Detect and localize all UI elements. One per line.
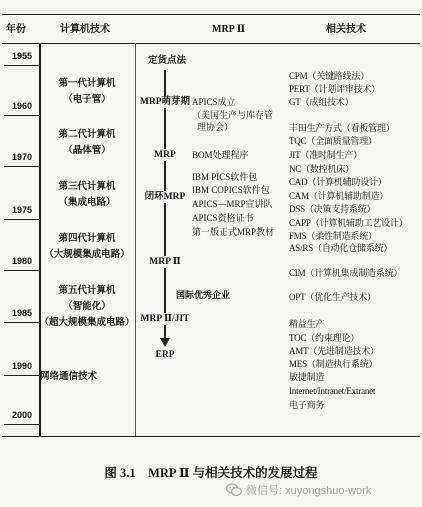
- mrp-stage-label: MRP: [154, 150, 176, 160]
- year-label: 1985: [12, 308, 33, 318]
- related-tech-item: OPT（优化生产技术）: [289, 292, 376, 302]
- computer-gen-3: [39, 179, 135, 211]
- computer-gen-4: [39, 231, 135, 263]
- related-tech-item: TOC（约束理论）: [289, 333, 360, 343]
- mrp-stage-reorder-point: [144, 57, 190, 67]
- related-tech-item: CAM（计算机辅助制造）: [289, 191, 389, 201]
- year-label: 1955: [12, 51, 33, 61]
- header-year: 年份: [6, 24, 26, 35]
- year-label: 1960: [12, 101, 33, 111]
- related-tech-item: AS/RS（自动化仓储系统）: [289, 243, 393, 253]
- header-divider-line: [2, 43, 420, 44]
- related-tech-item: CPM（关键路线法）: [289, 71, 370, 81]
- year-label: 1975: [12, 205, 33, 215]
- computer-gen-1: [39, 76, 135, 108]
- computer-gen-5: [39, 283, 135, 331]
- related-tech-item: Internet/Intranet/Extranet: [289, 386, 376, 396]
- mrp-note-excellent-enterprises: 国际优秀企业: [176, 290, 231, 300]
- mrp-note: 理协会）: [197, 122, 234, 132]
- computer-gen-subtitle: （智能化）: [63, 302, 111, 312]
- mrp-stage-closed-loop: [138, 193, 192, 203]
- year-tick: [4, 322, 40, 323]
- related-tech-item: 敏捷制造: [289, 372, 325, 382]
- mrp-note: IBM COPICS软件包: [192, 185, 270, 195]
- header-computer-tech: 计算机技术: [60, 24, 110, 35]
- related-tech-item: FMS（柔性制造系统）: [289, 231, 377, 241]
- related-tech-item: DSS（决策支持系统）: [289, 204, 376, 214]
- year-tick: [4, 115, 40, 116]
- wechat-icon: [226, 483, 242, 497]
- year-tick: [4, 375, 40, 376]
- year-tick: [4, 270, 40, 271]
- computer-gen-subtitle: （集成电路）: [58, 198, 116, 208]
- related-tech-item: CIM（计算机集成制造系统）: [289, 268, 403, 278]
- year-tick: [4, 219, 40, 220]
- bottom-border-line: [2, 436, 420, 437]
- mrp-stage-label: ERP: [155, 350, 175, 360]
- column-separator-line: [135, 43, 136, 436]
- computer-gen-title: 第四代计算机: [58, 234, 116, 244]
- year-tick: [4, 65, 40, 66]
- computer-gen-title: 第二代计算机: [58, 130, 116, 140]
- figure-caption: 图 3.1 MRP Ⅱ 与相关技术的发展过程: [104, 466, 318, 480]
- mrp-note: （美国生产与库存管: [192, 110, 274, 120]
- mrp-note: IBM PICS软件包: [192, 172, 258, 182]
- mrp-stage-mrp2-jit: [138, 315, 192, 325]
- related-tech-item: 电子商务: [289, 400, 325, 410]
- header-related-tech: 相关技术: [326, 24, 366, 35]
- mrp-stage-erp: [138, 351, 192, 361]
- watermark: [226, 482, 371, 498]
- year-label: 1990: [12, 361, 33, 371]
- mrp-stage-embryonic: [138, 98, 192, 108]
- mrp-stage-mrp2: [138, 258, 192, 268]
- computer-gen-subtitle: （大规模集成电路）: [44, 250, 130, 260]
- computer-gen-title: 第三代计算机: [58, 182, 116, 192]
- mrp-stage-label: MRP Ⅱ: [149, 257, 181, 267]
- related-tech-item: TQC（全面质量管理）: [289, 136, 377, 146]
- related-tech-item: CAPP（计算机辅助工艺设计）: [289, 218, 408, 228]
- year-tick: [4, 166, 40, 167]
- related-tech-item: JIT（准时制生产）: [289, 150, 362, 160]
- network-communication-tech: [40, 369, 114, 385]
- year-label: 1980: [12, 256, 33, 266]
- computer-gen-2: [39, 127, 135, 159]
- mrp-note: APICS成立: [192, 97, 236, 107]
- related-tech-item: NC（数控机床）: [289, 164, 354, 174]
- mrp-note: BOM处理程序: [192, 150, 249, 160]
- computer-gen-subtitle: （超大规模集成电路）: [39, 318, 135, 328]
- related-tech-item: CAD（计算机辅助设计）: [289, 177, 387, 187]
- computer-gen-title: 网络通信技术: [40, 372, 98, 382]
- related-tech-item: AMT（先进制造技术）: [289, 346, 379, 356]
- computer-gen-title: 第一代计算机: [58, 79, 116, 89]
- watermark-text: 微信号: xuyongshuo-work: [246, 485, 372, 497]
- computer-gen-subtitle: （电子管）: [63, 95, 111, 105]
- mrp-note: 第一版正式MRP教材: [192, 227, 275, 237]
- mrp-timeline-arrow-icon: [160, 338, 170, 347]
- header-mrp: MRP Ⅱ: [212, 24, 246, 35]
- computer-gen-title: 第五代计算机: [58, 286, 116, 296]
- year-label: 1970: [12, 152, 33, 162]
- mrp-timeline-line: [164, 70, 166, 342]
- mrp-stage-label: MRP Ⅱ/JIT: [140, 314, 190, 324]
- related-tech-item: PERT（计划评审技术）: [289, 84, 381, 94]
- mrp-stage-mrp: [138, 151, 192, 161]
- related-tech-item: 丰田生产方式（看板管理）: [289, 123, 395, 133]
- year-label: 2000: [12, 410, 33, 420]
- mrp-stage-label: 闭环MRP: [144, 192, 186, 202]
- related-tech-item: MES（制造执行系统）: [289, 359, 378, 369]
- mrp-stage-label: MRP萌芽期: [139, 97, 191, 107]
- mrp-stage-label: 定货点法: [147, 56, 186, 66]
- year-tick: [4, 424, 40, 425]
- mrp-note: APICS资格证书: [192, 213, 254, 223]
- related-tech-item: GT（成组技术）: [289, 97, 354, 107]
- related-tech-item: 精益生产: [289, 319, 325, 329]
- mrp-note: APICS—MRP宣讲队: [192, 199, 273, 209]
- computer-gen-subtitle: （晶体管）: [63, 146, 111, 156]
- top-border-line: [2, 14, 420, 15]
